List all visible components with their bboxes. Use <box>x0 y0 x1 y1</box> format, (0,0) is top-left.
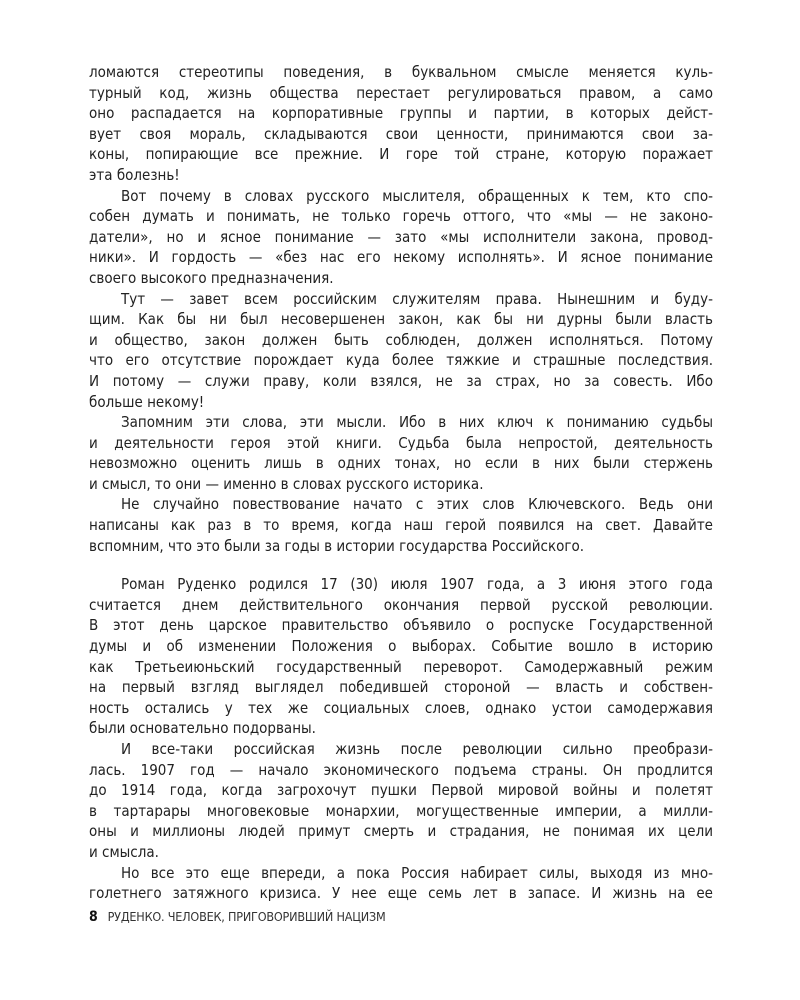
text-line: невозможно оценить лишь в одних тонах, но если в них были стержень <box>89 454 713 473</box>
paragraph <box>89 574 713 739</box>
text-line: ники». И гордость — «без нас его некому исполнять». И ясное понимание <box>89 248 713 267</box>
text-line: больше некому! <box>89 392 205 411</box>
text-line: на первый взгляд выглядел победившей стороной — власть и собствен- <box>89 678 713 697</box>
text-line: турный код, жизнь общества перестает регулироваться правом, а само <box>89 83 713 102</box>
paragraph <box>89 494 713 556</box>
paragraph <box>89 739 713 863</box>
text-line: Не случайно повествование начато с этих слов Ключевского. Ведь они <box>121 495 713 514</box>
text-line: вует своя мораль, складываются свои ценности, принимаются свои за- <box>89 124 713 143</box>
text-line: до 1914 года, когда загрохочут пушки Первой мировой войны и полетят <box>89 781 713 800</box>
text-line: вспомним, что это были за годы в истории государства Российского. <box>89 536 585 555</box>
paragraph <box>89 186 713 289</box>
text-line: как Третьеиюньский государственный переворот. Самодержавный режим <box>89 657 713 676</box>
text-line: считается днем действительного окончания первой русской революции. <box>89 595 713 614</box>
text-line: думы и об изменении Положения о выборах. Событие вошло в историю <box>89 637 713 656</box>
text-line: И все-таки российская жизнь после революции сильно преобрази- <box>121 740 713 758</box>
text-line: щим. Как бы ни был несовершенен закон, как бы ни дурны были власть <box>89 310 713 329</box>
page-footer <box>89 909 385 925</box>
text-line: ломаются стереотипы поведения, в буквальном смысле меняется куль- <box>89 63 713 81</box>
running-title: РУДЕНКО. ЧЕЛОВЕК, ПРИГОВОРИВШИЙ НАЦИЗМ <box>107 909 386 924</box>
text-line: ность остались у тех же социальных слоев, однако устои самодержавия <box>89 698 713 717</box>
paragraph <box>89 863 713 904</box>
text-line: оны и миллионы людей примут смерть и страдания, не понимая их цели <box>89 822 713 841</box>
text-line: своего высокого предназначения. <box>89 268 334 287</box>
text-line: в тартарары многовековые монархии, могущественные империи, а милли- <box>89 801 713 820</box>
text-line: эта болезнь! <box>89 165 180 184</box>
text-line: Вот почему в словах русского мыслителя, обращенных к тем, кто спо- <box>121 186 713 205</box>
text-line: оно распадается на корпоративные группы и партии, в которых дейст- <box>89 104 713 123</box>
text-line: коны, попирающие все прежние. И горе той стране, которую поражает <box>89 145 713 164</box>
text-line: В этот день царское правительство объявило о роспуске Государственной <box>89 616 713 635</box>
paragraph <box>89 62 713 186</box>
text-line: голетнего затяжного кризиса. У нее еще семь лет в запасе. И жизнь на ее <box>89 884 713 903</box>
text-line: что его отсутствие порождает куда более тяжкие и страшные последствия. <box>89 351 713 370</box>
text-line: И потому — служи праву, коли взялся, не за страх, но за совесть. Ибо <box>89 371 713 390</box>
text-line: Запомним эти слова, эти мысли. Ибо в них ключ к пониманию судьбы <box>121 413 713 432</box>
paragraph <box>89 412 713 494</box>
text-line: и общество, закон должен быть соблюден, должен исполняться. Потому <box>89 330 713 349</box>
page-number: 8 <box>89 909 98 925</box>
text-line: и смысла. <box>89 842 159 861</box>
text-line: написаны как раз в то время, когда наш герой появился на свет. Давайте <box>89 516 713 535</box>
text-line: Тут — завет всем российским служителям права. Нынешним и буду- <box>121 289 713 308</box>
text-line: и деятельности героя этой книги. Судьба была непростой, деятельность <box>89 433 713 452</box>
body-text <box>89 62 713 904</box>
text-line: были основательно подорваны. <box>89 719 316 738</box>
text-line: Роман Руденко родился 17 (30) июля 1907 года, а 3 июня этого года <box>121 575 713 594</box>
text-line: Но все это еще впереди, а пока Россия набирает силы, выходя из мно- <box>121 863 713 882</box>
text-line: лась. 1907 год — начало экономического подъема страны. Он продлится <box>89 760 713 779</box>
text-line: и смысл, то они — именно в словах русского историка. <box>89 474 484 493</box>
text-line: датели», но и ясное понимание — зато «мы исполнители закона, провод- <box>89 227 713 246</box>
text-line: собен думать и понимать, не только горечь оттого, что «мы — не законо- <box>89 207 713 226</box>
paragraph <box>89 289 713 413</box>
